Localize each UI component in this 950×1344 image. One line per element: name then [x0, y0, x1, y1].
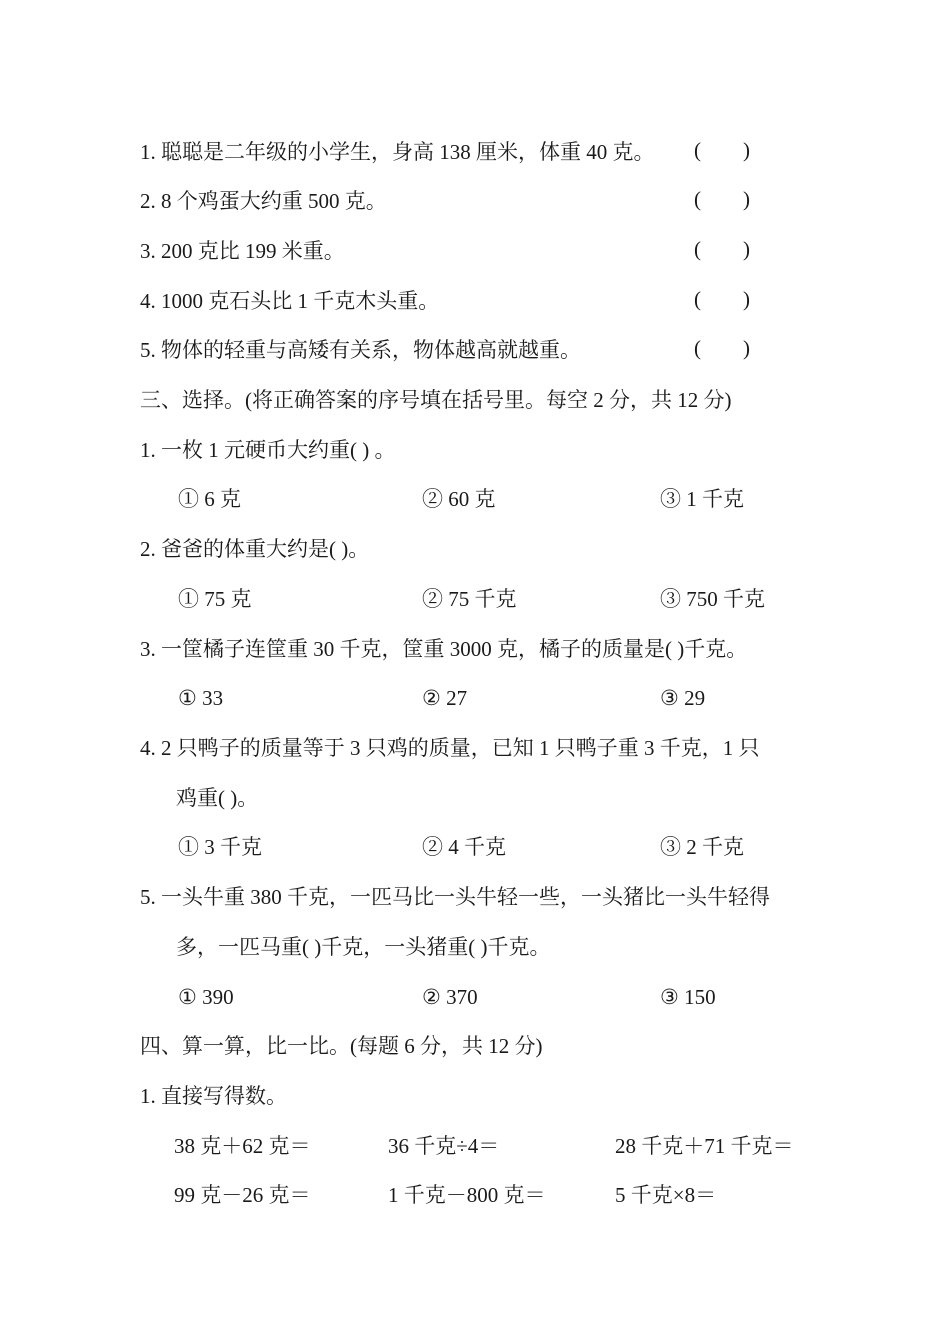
- option-1[interactable]: ① 3 千克: [178, 835, 262, 859]
- judge-item-5: [140, 336, 581, 364]
- calc-problem: 36 千克÷4＝: [388, 1134, 500, 1158]
- choice-question-5: 5. 一头牛重 380 千克，一匹马比一头牛轻一些，一头猪比一头牛轻得: [140, 885, 770, 909]
- section-title-choice: 三、选择。(将正确答案的序号填在括号里。每空 2 分，共 12 分): [140, 388, 732, 412]
- judge-item-4: [140, 287, 439, 315]
- option-2[interactable]: ② 60 克: [422, 487, 496, 511]
- option-2[interactable]: ② 75 千克: [422, 587, 517, 611]
- choice-question-4: 4. 2 只鸭子的质量等于 3 只鸡的质量，已知 1 只鸭子重 3 千克，1 只: [140, 736, 760, 760]
- calc-subtitle: 1. 直接写得数。: [140, 1084, 287, 1108]
- option-1[interactable]: ① 6 克: [178, 487, 241, 511]
- choice-question-3: 3. 一筐橘子连筐重 30 千克，筐重 3000 克，橘子的质量是( )千克。: [140, 637, 748, 661]
- option-2[interactable]: ② 27: [422, 686, 468, 710]
- section-title-calc: 四、算一算，比一比。(每题 6 分，共 12 分): [140, 1034, 543, 1058]
- choice-question-1: 1. 一枚 1 元硬币大约重( ) 。: [140, 438, 396, 462]
- judge-item-text: 1. 聪聪是二年级的小学生，身高 138 厘米，体重 40 克。: [140, 140, 655, 164]
- option-1[interactable]: ① 75 克: [178, 587, 252, 611]
- judge-item-text: 2. 8 个鸡蛋大约重 500 克。: [140, 189, 387, 213]
- option-3[interactable]: ③ 150: [660, 985, 716, 1009]
- answer-paren[interactable]: ( ): [694, 138, 750, 162]
- option-3[interactable]: ③ 1 千克: [660, 487, 744, 511]
- option-1[interactable]: ① 33: [178, 686, 224, 710]
- option-3[interactable]: ③ 750 千克: [660, 587, 765, 611]
- calc-problem: 1 千克－800 克＝: [388, 1183, 546, 1207]
- answer-paren[interactable]: ( ): [694, 336, 750, 360]
- option-2[interactable]: ② 4 千克: [422, 835, 506, 859]
- calc-problem: 38 克＋62 克＝: [174, 1134, 311, 1158]
- calc-problem: 28 千克＋71 千克＝: [615, 1134, 794, 1158]
- choice-question-5-cont: 多，一匹马重( )千克，一头猪重( )千克。: [176, 935, 551, 959]
- answer-paren[interactable]: ( ): [694, 237, 750, 261]
- answer-paren[interactable]: ( ): [694, 287, 750, 311]
- choice-question-4-cont: 鸡重( )。: [176, 786, 259, 810]
- judge-item-text: 3. 200 克比 199 米重。: [140, 239, 345, 263]
- judge-item-3: [140, 237, 345, 265]
- option-1[interactable]: ① 390: [178, 985, 234, 1009]
- judge-item-1: [140, 138, 655, 166]
- option-3[interactable]: ③ 2 千克: [660, 835, 744, 859]
- option-2[interactable]: ② 370: [422, 985, 478, 1009]
- option-3[interactable]: ③ 29: [660, 686, 706, 710]
- calc-problem: 5 千克×8＝: [615, 1183, 717, 1207]
- choice-question-2: 2. 爸爸的体重大约是( )。: [140, 537, 370, 561]
- judge-item-text: 5. 物体的轻重与高矮有关系，物体越高就越重。: [140, 338, 581, 362]
- answer-paren[interactable]: ( ): [694, 187, 750, 211]
- judge-item-text: 4. 1000 克石头比 1 千克木头重。: [140, 289, 440, 313]
- calc-problem: 99 克－26 克＝: [174, 1183, 311, 1207]
- judge-item-2: [140, 187, 387, 215]
